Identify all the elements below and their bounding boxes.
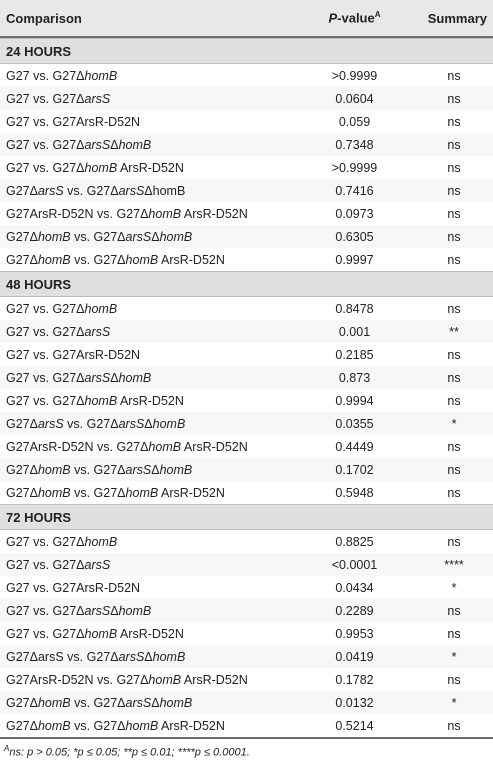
p-value-cell: 0.5214: [335, 718, 374, 733]
p-value-cell: 0.7348: [335, 137, 374, 152]
table-row: [0, 366, 493, 389]
summary-cell: ns: [447, 370, 461, 385]
p-value-cell: 0.2185: [335, 347, 374, 362]
table-row: [0, 389, 493, 412]
summary-cell: ns: [447, 183, 461, 198]
table-row: [0, 225, 493, 248]
table-row: [0, 691, 493, 714]
summary-cell: *: [451, 416, 457, 431]
summary-cell: ns: [447, 672, 461, 687]
header-p-value: P-value$^A$: [328, 10, 381, 26]
p-value-cell: 0.2289: [335, 603, 374, 618]
summary-cell: ns: [447, 718, 461, 733]
comparison-cell: G27ΔarsS vs. G27ΔarsSΔhomB: [6, 649, 186, 664]
p-value-cell: 0.0419: [335, 649, 374, 664]
p-value-cell: 0.9997: [335, 252, 374, 267]
table-row: [0, 202, 493, 225]
table-row: [0, 714, 493, 737]
table-header-row: [0, 0, 493, 36]
p-value-cell: 0.1702: [335, 462, 374, 477]
comparison-cell: G27ΔhomB vs. G27ΔhomB ArsR-D52N: [6, 485, 225, 500]
table-row: [0, 481, 493, 504]
comparison-cell: G27 vs. G27ΔhomB ArsR-D52N: [6, 160, 184, 175]
comparison-cell: G27ArsR-D52N vs. G27ΔhomB ArsR-D52N: [6, 206, 248, 221]
summary-cell: ns: [447, 393, 461, 408]
table-row: [0, 248, 493, 271]
table-row: [0, 599, 493, 622]
comparison-cell: G27 vs. G27ΔarsS: [6, 91, 111, 106]
p-value-cell: 0.1782: [335, 672, 374, 687]
section-header: 24 HOURS: [0, 38, 493, 64]
comparison-cell: G27ΔhomB vs. G27ΔarsSΔhomB: [6, 229, 193, 244]
comparison-cell: G27 vs. G27ΔarsSΔhomB: [6, 370, 152, 385]
comparison-cell: G27ΔhomB vs. G27ΔarsSΔhomB: [6, 695, 193, 710]
summary-cell: ns: [447, 485, 461, 500]
summary-cell: *: [451, 649, 457, 664]
table-row: [0, 133, 493, 156]
table-row: [0, 343, 493, 366]
table-row: [0, 553, 493, 576]
table-row: [0, 87, 493, 110]
p-value-cell: >0.9999: [331, 160, 378, 175]
comparison-cell: G27ArsR-D52N vs. G27ΔhomB ArsR-D52N: [6, 439, 248, 454]
p-value-cell: >0.9999: [331, 68, 378, 83]
summary-cell: ns: [447, 114, 461, 129]
summary-cell: ns: [447, 603, 461, 618]
comparison-cell: G27 vs. G27ArsR-D52N: [6, 114, 141, 129]
table-row: [0, 320, 493, 343]
p-value-cell: 0.6305: [335, 229, 374, 244]
summary-cell: ns: [447, 626, 461, 641]
section-header: 48 HOURS: [0, 271, 493, 297]
summary-cell: ns: [447, 252, 461, 267]
summary-cell: *: [451, 580, 457, 595]
section-header: 72 HOURS: [0, 504, 493, 530]
summary-cell: ns: [447, 68, 461, 83]
comparison-cell: G27 vs. G27ΔhomB ArsR-D52N: [6, 626, 184, 641]
comparison-cell: G27 vs. G27ΔarsS: [6, 557, 111, 572]
footnote: $^A$ns: p > 0.05; *p ≤ 0.05; **p ≤ 0.01; ****p ≤ 0.0001.: [4, 744, 250, 759]
table-row: [0, 435, 493, 458]
header-comparison: Comparison: [6, 10, 82, 26]
p-value-cell: 0.0973: [335, 206, 374, 221]
summary-cell: ns: [447, 439, 461, 454]
table-body: [0, 38, 493, 737]
p-value-cell: 0.8825: [335, 534, 374, 549]
comparison-cell: G27ΔarsS vs. G27ΔarsSΔhomB: [6, 183, 186, 198]
comparison-cell: G27 vs. G27ΔhomB ArsR-D52N: [6, 393, 184, 408]
comparison-cell: G27ΔhomB vs. G27ΔhomB ArsR-D52N: [6, 252, 225, 267]
table-row: [0, 576, 493, 599]
p-value-cell: 0.0434: [335, 580, 374, 595]
p-value-cell: 0.8478: [335, 301, 374, 316]
p-value-cell: 0.873: [338, 370, 371, 385]
header-summary: Summary: [427, 10, 487, 26]
p-value-cell: 0.4449: [335, 439, 374, 454]
table-row: [0, 458, 493, 481]
table-row: [0, 622, 493, 645]
comparison-cell: G27ΔhomB vs. G27ΔarsSΔhomB: [6, 462, 193, 477]
p-value-cell: 0.9953: [335, 626, 374, 641]
summary-cell: ****: [444, 557, 464, 572]
comparison-cell: G27ΔhomB vs. G27ΔhomB ArsR-D52N: [6, 718, 225, 733]
table-row: [0, 110, 493, 133]
summary-cell: ns: [447, 137, 461, 152]
table-row: [0, 64, 493, 87]
summary-cell: ns: [447, 206, 461, 221]
comparison-cell: G27 vs. G27ΔarsSΔhomB: [6, 137, 152, 152]
comparison-cell: G27ΔarsS vs. G27ΔarsSΔhomB: [6, 416, 186, 431]
summary-cell: ns: [447, 229, 461, 244]
p-value-cell: 0.001: [338, 324, 371, 339]
p-value-cell: 0.7416: [335, 183, 374, 198]
comparison-cell: G27 vs. G27ΔarsSΔhomB: [6, 603, 152, 618]
summary-cell: ns: [447, 534, 461, 549]
comparison-cell: G27 vs. G27ΔhomB: [6, 68, 118, 83]
summary-cell: ns: [447, 301, 461, 316]
p-value-cell: 0.9994: [335, 393, 374, 408]
comparison-cell: G27 vs. G27ArsR-D52N: [6, 580, 141, 595]
table-row: [0, 412, 493, 435]
comparison-cell: G27 vs. G27ΔhomB: [6, 534, 118, 549]
p-value-cell: <0.0001: [331, 557, 378, 572]
table-row: [0, 530, 493, 553]
comparison-cell: G27 vs. G27ΔhomB: [6, 301, 118, 316]
summary-cell: **: [449, 324, 459, 339]
p-value-cell: 0.0604: [335, 91, 374, 106]
comparison-cell: G27ArsR-D52N vs. G27ΔhomB ArsR-D52N: [6, 672, 248, 687]
summary-cell: ns: [447, 347, 461, 362]
table-row: [0, 156, 493, 179]
comparison-cell: G27 vs. G27ArsR-D52N: [6, 347, 141, 362]
comparison-cell: G27 vs. G27ΔarsS: [6, 324, 111, 339]
table-row: [0, 645, 493, 668]
p-value-cell: 0.059: [338, 114, 371, 129]
p-value-cell: 0.5948: [335, 485, 374, 500]
table-row: [0, 297, 493, 320]
table-row: [0, 668, 493, 691]
p-value-cell: 0.0132: [335, 695, 374, 710]
summary-cell: ns: [447, 462, 461, 477]
table-row: [0, 179, 493, 202]
p-value-cell: 0.0355: [335, 416, 374, 431]
summary-cell: ns: [447, 160, 461, 175]
summary-cell: ns: [447, 91, 461, 106]
summary-cell: *: [451, 695, 457, 710]
